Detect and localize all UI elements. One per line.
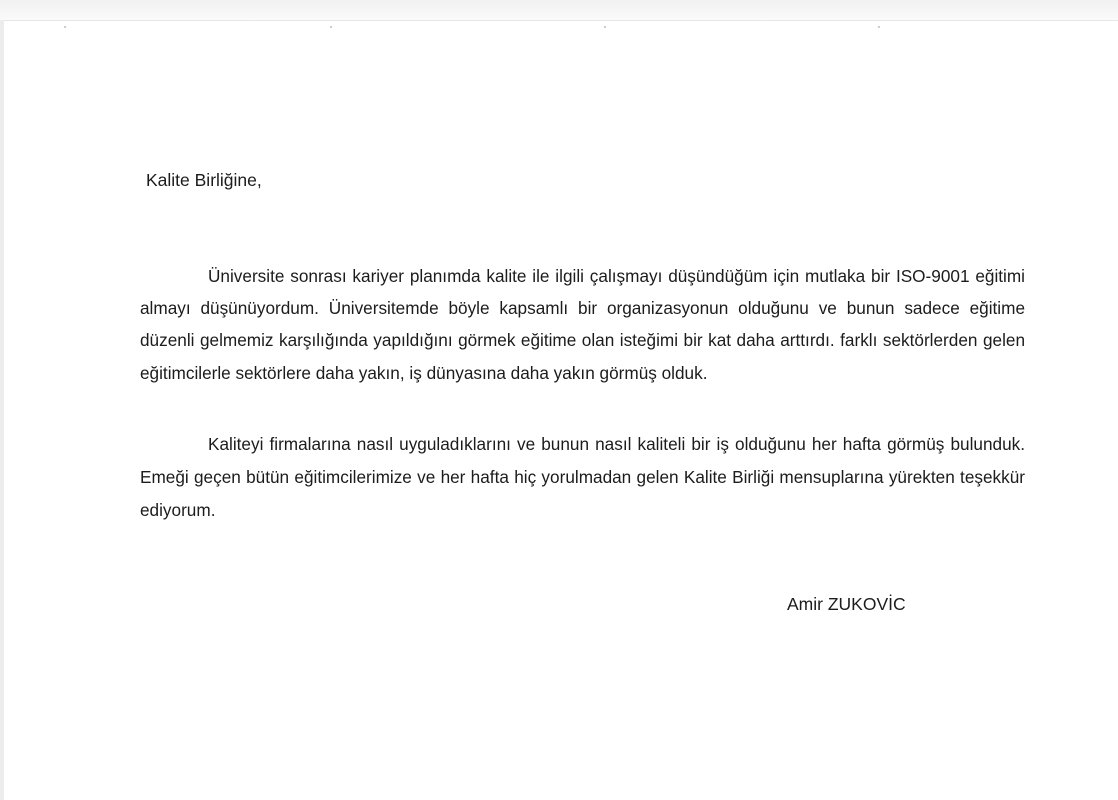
letter-salutation: Kalite Birliğine, <box>146 170 262 190</box>
scan-speck <box>330 26 332 28</box>
letter-paragraph-1: Üniversite sonrası kariyer planımda kalite ile ilgili çalışmayı düşündüğüm için mutlaka bir ISO-9001 eğitimi almayı düşünüyordum. Üniversitemde böyle kapsamlı bir organizasyonun olduğunu ve bunun sadece eğitime düzenli gelmemiz karşılığında yapıldığını görmek eğitime olan isteğimi bir kat daha arttırdı. farklı sektörlerden gelen eğitimcilerle sektörlere daha yakın, iş dünyasına daha yakın görmüş olduk. <box>140 266 1025 383</box>
scan-speck <box>878 26 880 28</box>
letter-signature: Amir ZUKOVİC <box>787 594 906 614</box>
scan-left-edge <box>0 20 4 800</box>
scan-speck <box>64 26 66 28</box>
letter-paragraph-2: Kaliteyi firmalarına nasıl uyguladıklarını ve bunun nasıl kaliteli bir iş olduğunu her hafta görmüş bulunduk. Emeği geçen bütün eğitimcilerimize ve her hafta hiç yorulmadan gelen Kalite Birliği mensuplarına yürekten teşekkür ediyorum. <box>140 434 1025 520</box>
scan-speck <box>604 26 606 28</box>
scan-top-edge <box>0 0 1118 21</box>
